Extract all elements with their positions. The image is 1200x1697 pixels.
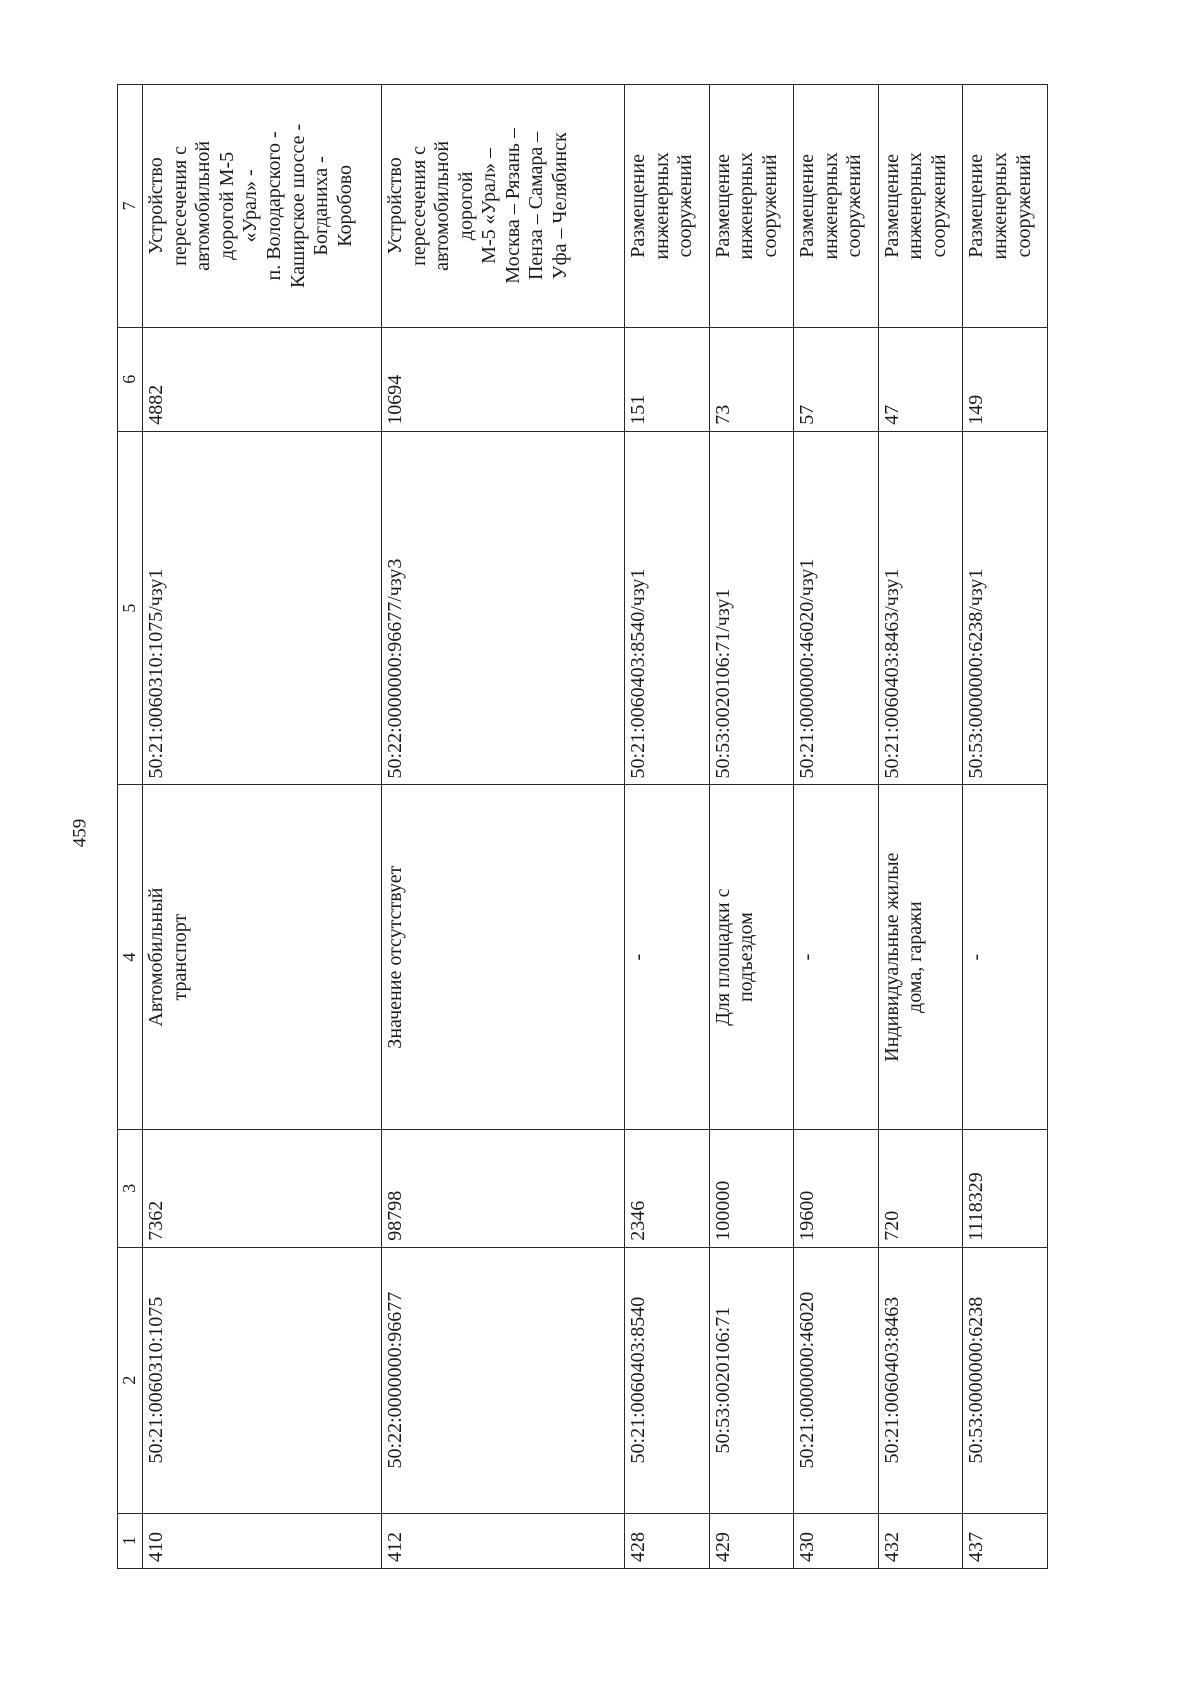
cadastral-number-cell: 50:53:0020106:71 — [709, 1247, 794, 1513]
column-number: 6 — [118, 327, 143, 431]
column-number: 2 — [118, 1247, 143, 1513]
table-row — [794, 85, 879, 1569]
cell-line: - — [965, 953, 988, 961]
land-plots-table — [117, 84, 1048, 1569]
cell-line: инженерных — [735, 152, 758, 260]
column-number: 7 — [118, 85, 143, 328]
part-area-cell: 57 — [794, 327, 879, 431]
cell-line: Устройство — [145, 157, 167, 255]
column-number: 4 — [118, 785, 143, 1129]
cell-line: Размещение — [880, 154, 903, 258]
column-number: 5 — [118, 431, 143, 785]
area-cell: 98798 — [381, 1129, 624, 1247]
cell-line: сооружений — [843, 154, 866, 258]
cell-line: инженерных — [819, 152, 842, 260]
cadastral-number-cell: 50:22:0000000:96677 — [381, 1247, 624, 1513]
cell-line: Богданиха - — [310, 156, 333, 256]
table-row — [709, 85, 794, 1569]
part-area-cell: 4882 — [143, 327, 382, 431]
cadastral-number-cell: 50:53:0000000:6238 — [963, 1247, 1048, 1513]
column-number: 3 — [118, 1129, 143, 1247]
permitted-use-cell — [963, 785, 1048, 1129]
part-number-cell: 50:21:0000000:46020/чзу1 — [794, 431, 879, 785]
part-number-cell: 50:22:0000000:96677/чзу3 — [381, 431, 624, 785]
part-area-cell: 151 — [625, 327, 710, 431]
cell-line: сооружений — [1012, 154, 1035, 258]
cell-line: автомобильной — [431, 140, 454, 271]
cell-line: пересечения с — [407, 145, 430, 266]
purpose-cell — [963, 85, 1048, 328]
purpose-cell — [709, 85, 794, 328]
table-row — [625, 85, 710, 1569]
purpose-cell — [794, 85, 879, 328]
area-cell: 1118329 — [963, 1129, 1048, 1247]
cell-line: Размещение — [627, 154, 650, 258]
table-row — [143, 85, 382, 1569]
cell-line: Автомобильный — [145, 887, 167, 1027]
cell-line: Каширское шоссе - — [286, 123, 309, 288]
page-number-text: 459 — [69, 818, 91, 848]
part-area-cell: 10694 — [381, 327, 624, 431]
row-number-cell: 412 — [381, 1513, 624, 1568]
part-area-cell: 149 — [963, 327, 1048, 431]
cell-line: - — [627, 953, 650, 961]
cell-line: Пенза – Самара – — [525, 131, 548, 281]
cell-line: Уфа – Челябинск — [549, 132, 572, 280]
table-row — [963, 85, 1048, 1569]
cell-line: сооружений — [674, 154, 697, 258]
table-row — [381, 85, 624, 1569]
table-row — [878, 85, 963, 1569]
permitted-use-cell — [381, 785, 624, 1129]
column-number-row — [118, 85, 143, 1569]
area-cell: 19600 — [794, 1129, 879, 1247]
cell-line: подъездом — [735, 912, 758, 1003]
part-number-cell: 50:53:0000000:6238/чзу1 — [963, 431, 1048, 785]
cell-line: дорогой М-5 — [215, 151, 238, 260]
permitted-use-cell — [709, 785, 794, 1129]
purpose-cell — [381, 85, 624, 328]
part-number-cell: 50:21:0060403:8540/чзу1 — [625, 431, 710, 785]
cell-line: п. Володарского - — [262, 131, 285, 281]
part-number-cell: 50:21:0060310:1075/чзу1 — [143, 431, 382, 785]
cell-line: автомобильной — [192, 140, 215, 271]
permitted-use-cell — [794, 785, 879, 1129]
permitted-use-cell — [878, 785, 963, 1129]
cell-line: Размещение — [711, 154, 734, 258]
cell-line: сооружений — [758, 154, 781, 258]
cell-line: Значение отсутствует — [383, 865, 406, 1049]
part-area-cell: 47 — [878, 327, 963, 431]
cell-line: Москва – Рязань – — [501, 128, 524, 284]
page-number — [69, 819, 91, 848]
row-number-cell: 428 — [625, 1513, 710, 1568]
permitted-use-cell — [143, 785, 382, 1129]
cell-line: дорогой — [454, 171, 477, 241]
cell-line: сооружений — [928, 154, 950, 258]
cadastral-number-cell: 50:21:0060403:8463 — [878, 1247, 963, 1513]
cell-line: Размещение — [965, 154, 988, 258]
purpose-cell — [625, 85, 710, 328]
cell-line: инженерных — [650, 152, 673, 260]
part-number-cell: 50:21:0060403:8463/чзу1 — [878, 431, 963, 785]
cell-line: Устройство — [383, 157, 406, 255]
area-cell: 2346 — [625, 1129, 710, 1247]
cell-line: пересечения с — [168, 145, 191, 266]
cell-line: транспорт — [168, 913, 191, 1001]
row-number-cell: 430 — [794, 1513, 879, 1568]
cell-line: Индивидуальные жилые — [880, 852, 903, 1062]
permitted-use-cell — [625, 785, 710, 1129]
data-table — [117, 84, 1048, 1569]
column-number: 1 — [118, 1513, 143, 1568]
row-number-cell: 432 — [878, 1513, 963, 1568]
cadastral-number-cell: 50:21:0000000:46020 — [794, 1247, 879, 1513]
purpose-cell — [143, 85, 382, 328]
area-cell: 7362 — [143, 1129, 382, 1247]
cell-line: инженерных — [904, 152, 927, 260]
row-number-cell: 437 — [963, 1513, 1048, 1568]
part-number-cell: 50:53:0020106:71/чзу1 — [709, 431, 794, 785]
area-cell: 720 — [878, 1129, 963, 1247]
cell-line: Размещение — [796, 154, 819, 258]
row-number-cell: 410 — [143, 1513, 382, 1568]
cell-line: «Урал» - — [239, 169, 262, 243]
cadastral-number-cell: 50:21:0060403:8540 — [625, 1247, 710, 1513]
purpose-cell — [878, 85, 963, 328]
cell-line: инженерных — [988, 152, 1011, 260]
cell-line: М-5 «Урал» – — [478, 147, 501, 264]
part-area-cell: 73 — [709, 327, 794, 431]
cell-line: - — [796, 953, 819, 961]
cell-line: Коробово — [333, 164, 356, 247]
cell-line: Для площадки с — [711, 888, 734, 1026]
cell-line: дома, гаражи — [904, 901, 927, 1013]
row-number-cell: 429 — [709, 1513, 794, 1568]
cadastral-number-cell: 50:21:0060310:1075 — [143, 1247, 382, 1513]
area-cell: 100000 — [709, 1129, 794, 1247]
